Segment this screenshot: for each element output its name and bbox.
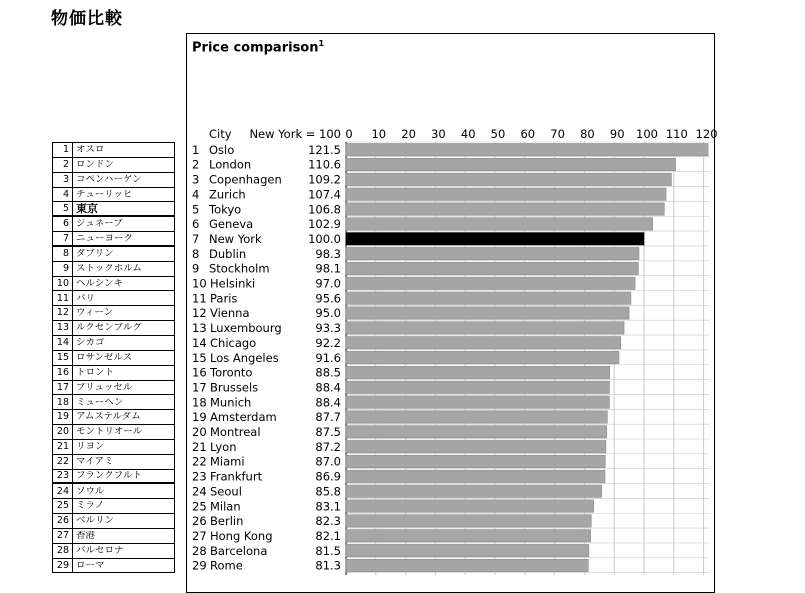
city-name-label: Rome <box>210 558 243 573</box>
jp-list-city-name: リヨン <box>76 442 105 452</box>
city-rank-label: 23 <box>192 469 207 484</box>
city-rank-label: 20 <box>192 425 207 439</box>
bar-value-label: 85.8 <box>315 484 341 499</box>
city-name-label: Lyon <box>210 439 237 454</box>
bar-value-label: 97.0 <box>315 276 341 291</box>
bar <box>346 544 589 556</box>
jp-list-city-name: コペンハーゲン <box>76 174 142 185</box>
bar <box>346 337 621 349</box>
bar <box>346 351 619 363</box>
bar <box>346 485 602 497</box>
bar <box>346 173 671 185</box>
bar-value-label: 98.3 <box>315 246 341 261</box>
jp-list-city-name: ブリュッセル <box>76 382 133 393</box>
city-name-label: Montreal <box>210 425 261 439</box>
jp-list-city-name: ロンドン <box>76 160 115 170</box>
jp-list-rank: 23 <box>53 470 73 483</box>
jp-list-rank: 22 <box>53 455 73 469</box>
city-name-label: Frankfurt <box>210 469 263 484</box>
jp-list-rank: 7 <box>53 232 73 245</box>
x-tick-label: 110 <box>665 127 688 141</box>
jp-list-city-name: ルクセンブルグ <box>76 323 142 333</box>
jp-list-rank: 5 <box>53 202 73 215</box>
city-rank-label: 9 <box>192 261 200 276</box>
bar <box>346 188 666 200</box>
city-rank-label: 3 <box>192 172 200 187</box>
jp-list-city-name: ミューヘン <box>76 397 124 408</box>
x-tick-label: 60 <box>520 127 536 141</box>
bar-value-label: 110.6 <box>308 157 341 172</box>
bar <box>346 307 629 319</box>
bar-value-label: 92.2 <box>315 335 341 350</box>
city-rank-label: 22 <box>192 454 207 469</box>
jp-list-rank: 18 <box>53 395 73 409</box>
city-rank-label: 21 <box>192 439 207 454</box>
city-name-label: Tokyo <box>209 202 242 217</box>
bar-value-label: 109.2 <box>308 172 341 187</box>
x-tick-label: 30 <box>431 127 446 141</box>
city-name-label: Milan <box>210 499 241 514</box>
city-rank-label: 18 <box>192 395 207 410</box>
x-tick-label: 90 <box>609 127 625 141</box>
x-tick-label: 70 <box>550 127 565 141</box>
city-rank-label: 29 <box>192 558 207 573</box>
bar-value-label: 87.7 <box>315 410 341 425</box>
city-rank-label: 16 <box>192 365 207 380</box>
bar <box>346 470 605 482</box>
city-name-label: Berlin <box>210 514 244 529</box>
city-name-label: Munich <box>210 395 252 410</box>
chart-title-text: Price comparison <box>192 40 319 56</box>
bar-value-label: 95.0 <box>315 306 341 321</box>
city-name-label: Seoul <box>210 484 242 499</box>
jp-list-rank: 3 <box>53 173 73 187</box>
city-rank-label: 14 <box>192 335 207 350</box>
jp-list-rank: 6 <box>53 217 73 231</box>
city-name-label: Vienna <box>210 306 250 321</box>
city-rank-label: 24 <box>192 484 207 499</box>
jp-list-rank: 27 <box>53 529 73 543</box>
bar-value-label: 88.4 <box>315 395 341 410</box>
city-rank-label: 7 <box>192 231 200 246</box>
bar <box>346 218 653 230</box>
x-tick-label: 0 <box>345 127 353 141</box>
jp-list-rank: 24 <box>53 484 73 498</box>
bar-value-label: 87.5 <box>315 425 341 439</box>
city-name-label: Geneva <box>209 217 254 232</box>
jp-list-rank: 19 <box>53 410 73 424</box>
jp-list-city-name: チューリッヒ <box>76 189 133 200</box>
city-rank-label: 13 <box>192 321 207 336</box>
city-name-label: Amsterdam <box>210 410 277 425</box>
bar <box>346 322 624 334</box>
jp-list-city-name: ローマ <box>76 560 105 571</box>
city-rank-label: 17 <box>192 380 207 395</box>
jp-list-rank: 8 <box>53 247 73 261</box>
jp-list-rank: 10 <box>53 277 73 291</box>
jp-list-city-name: ソウル <box>76 486 105 497</box>
city-rank-label: 25 <box>192 499 207 514</box>
jp-list-city-name: シカゴ <box>76 338 105 348</box>
city-name-label: Los Angeles <box>210 350 279 365</box>
x-tick-label: 40 <box>460 127 476 141</box>
bar <box>346 500 594 512</box>
jp-list-city-name: マイアミ <box>76 456 114 467</box>
jp-list-rank: 9 <box>53 262 73 276</box>
city-rank-label: 28 <box>192 543 207 558</box>
jp-list-city-name: ロサンゼルス <box>76 352 133 363</box>
jp-list-rank: 15 <box>53 351 73 365</box>
x-tick-label: 80 <box>580 127 595 141</box>
jp-list-city-name: オスロ <box>76 145 105 155</box>
bar-value-label: 86.9 <box>315 469 341 484</box>
city-name-label: New York <box>209 231 262 246</box>
bar-value-label: 88.4 <box>315 380 341 395</box>
bar <box>346 203 664 215</box>
jp-list-rank: 1 <box>53 143 73 157</box>
jp-list-rank: 4 <box>53 188 73 202</box>
jp-list-rank: 14 <box>53 336 73 350</box>
jp-list-rank: 29 <box>53 559 73 573</box>
city-rank-label: 4 <box>192 187 200 202</box>
city-rank-label: 15 <box>192 350 207 365</box>
jp-list-city-name: ジュネーブ <box>76 219 123 229</box>
city-name-label: London <box>209 157 252 172</box>
city-name-label: Miami <box>210 454 245 469</box>
jp-list-rank: 26 <box>53 514 73 528</box>
jp-list-city-name: 香港 <box>76 531 96 541</box>
bar-highlight <box>346 233 644 245</box>
bar <box>346 515 591 527</box>
bar-value-label: 87.2 <box>315 439 341 454</box>
city-rank-label: 2 <box>192 157 200 172</box>
bar <box>346 366 610 378</box>
city-name-label: Stockholm <box>209 261 270 276</box>
city-name-label: Dublin <box>209 246 247 261</box>
jp-list-rank: 11 <box>53 291 73 305</box>
bar <box>346 144 708 156</box>
page-title: 物価比較 <box>51 9 123 29</box>
bar <box>346 381 609 393</box>
bar <box>346 396 609 408</box>
bar-value-label: 121.5 <box>308 142 341 157</box>
bar-value-label: 82.1 <box>315 528 341 543</box>
bar <box>346 559 588 571</box>
jp-list-city-name: モントリオール <box>76 427 143 437</box>
column-header-city: City <box>209 127 232 141</box>
bar-value-label: 100.0 <box>308 231 341 246</box>
city-rank-label: 11 <box>192 291 207 306</box>
jp-list-rank: 25 <box>53 499 73 513</box>
bar-value-label: 106.8 <box>308 202 341 217</box>
jp-list-rank: 16 <box>53 366 73 380</box>
bar-value-label: 93.3 <box>315 321 341 336</box>
city-name-label: Toronto <box>210 365 253 380</box>
city-rank-label: 10 <box>192 276 207 291</box>
bar <box>346 247 639 259</box>
jp-list-rank: 12 <box>53 306 73 320</box>
city-name-label: Paris <box>210 291 238 306</box>
bar-value-label: 102.9 <box>308 217 341 232</box>
jp-list-city-name: アムステルダム <box>76 412 141 422</box>
city-name-label: Barcelona <box>210 543 268 558</box>
city-name-label: Copenhagen <box>209 172 282 187</box>
city-name-label: Hong Kong <box>210 528 273 543</box>
city-rank-label: 27 <box>192 528 207 543</box>
bar <box>346 262 638 274</box>
city-rank-label: 12 <box>192 306 207 321</box>
bar <box>346 441 606 453</box>
city-rank-label: 26 <box>192 514 207 529</box>
bar <box>346 292 631 304</box>
jp-list-city-name: ミラノ <box>76 501 105 511</box>
bar-value-label: 81.5 <box>315 543 341 558</box>
city-rank-label: 6 <box>192 217 200 232</box>
jp-list-rank: 13 <box>53 321 73 335</box>
jp-list-city-name: 東京 <box>76 203 98 215</box>
jp-list-city-name: ウィーン <box>76 308 114 318</box>
bar-value-label: 98.1 <box>315 261 341 276</box>
city-rank-label: 5 <box>192 202 200 217</box>
bar-value-label: 82.3 <box>315 514 341 529</box>
jp-list-rank: 20 <box>53 425 73 439</box>
jp-list-city-name: ベルリン <box>76 516 115 526</box>
jp-list-rank: 28 <box>53 544 73 558</box>
bar-value-label: 95.6 <box>315 291 341 306</box>
city-name-label: Zurich <box>209 187 246 202</box>
city-name-label: Luxembourg <box>210 321 282 336</box>
jp-list-city-name: ダブリン <box>76 249 114 259</box>
city-rank-label: 1 <box>192 142 200 157</box>
jp-list-city-name: ストックホルム <box>76 263 142 274</box>
x-tick-label: 120 <box>695 127 718 141</box>
x-tick-label: 20 <box>401 127 416 141</box>
city-rank-label: 19 <box>192 410 207 425</box>
bar <box>346 411 607 423</box>
jp-list-city-name: パリ <box>76 293 96 304</box>
city-name-label: Helsinki <box>210 276 256 291</box>
jp-list-city-name: フランクフルト <box>76 471 142 481</box>
bar-value-label: 83.1 <box>315 499 341 514</box>
jp-list-city-name: ヘルシンキ <box>76 278 124 289</box>
bar-value-label: 88.5 <box>315 365 341 380</box>
city-name-label: Brussels <box>210 380 259 395</box>
x-tick-label: 100 <box>636 127 658 141</box>
jp-list-rank: 17 <box>53 381 73 395</box>
x-tick-label: 10 <box>371 127 387 141</box>
jp-list-city-name: バルセロナ <box>76 545 124 556</box>
city-rank-label: 8 <box>192 246 200 261</box>
city-name-label: Chicago <box>210 335 257 350</box>
bar <box>346 426 607 438</box>
bar-value-label: 91.6 <box>315 350 341 365</box>
city-name-label: Oslo <box>209 142 235 157</box>
jp-list-rank: 21 <box>53 440 73 454</box>
column-header-value: New York = 100 <box>249 127 341 141</box>
bar-value-label: 81.3 <box>315 558 341 573</box>
bar <box>346 455 605 467</box>
bar <box>346 530 591 542</box>
bar <box>346 158 676 170</box>
bar-value-label: 87.0 <box>315 454 341 469</box>
bar <box>346 277 635 289</box>
x-tick-label: 50 <box>490 127 506 141</box>
jp-list-city-name: ニューヨーク <box>76 233 134 244</box>
bar-value-label: 107.4 <box>308 187 341 202</box>
jp-list-city-name: トロント <box>76 367 115 378</box>
jp-list-rank: 2 <box>53 158 73 172</box>
chart-title-footnote: 1 <box>318 39 325 48</box>
